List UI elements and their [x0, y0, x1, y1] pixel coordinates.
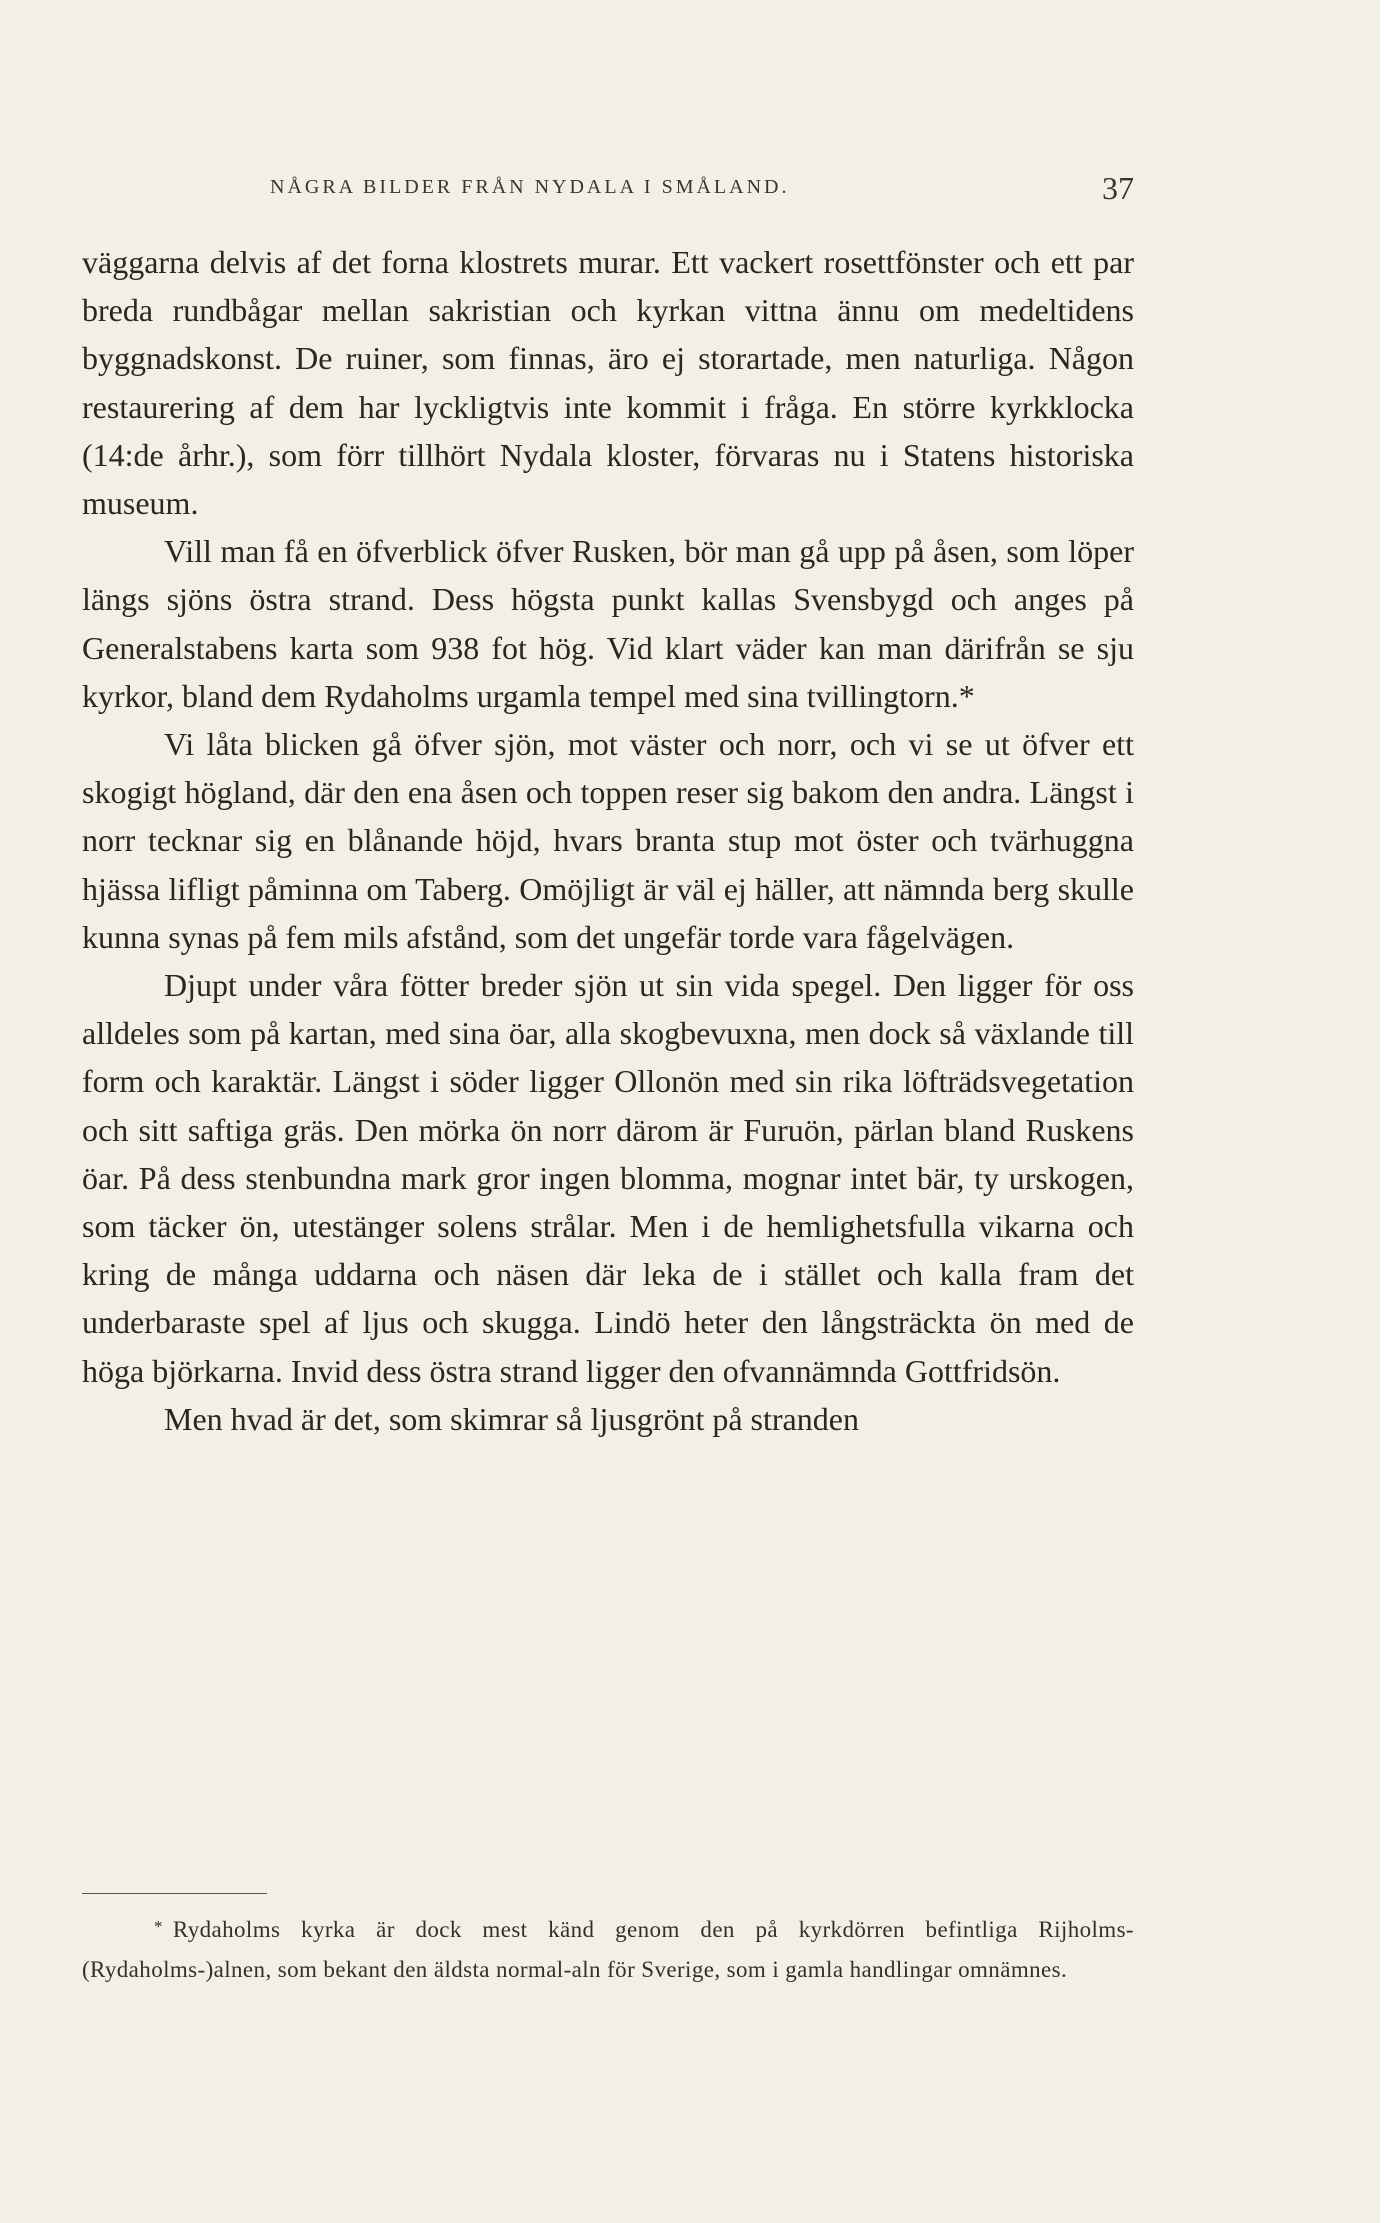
paragraph: Vill man få en öfverblick öfver Rusken, bör man gå upp på åsen, som löper längs sjöns östra strand. Dess högsta punkt kallas Svensbygd och anges på Generalstabens karta som 938 fot hög. Vid klart väder kan man därifrån se sju kyrkor, bland dem Rydaholms urgamla tempel med sina tvillingtorn.* [82, 533, 1134, 714]
paragraph: väggarna delvis af det forna klostrets murar. Ett vackert rosettfönster och ett par breda rundbågar mellan sakristian och kyrkan vittna ännu om medeltidens byggnadskonst. De ruiner, som finnas, äro ej storartade, men naturliga. Någon restaurering af dem har lyckligtvis inte kommit i fråga. En större kyrkklocka (14:de århr.), som förr tillhört Nydala kloster, förvaras nu i Statens historiska museum. [82, 244, 1134, 522]
footnote-text: Rydaholms kyrka är dock mest känd genom den på kyrkdörren befintliga Rijholms- (Rydaholms-)alnen, som bekant den äldsta normal-aln för Sverige, som i gamla handlingar omnämnes. [82, 1917, 1134, 1982]
paragraph: Vi låta blicken gå öfver sjön, mot väster och norr, och vi se ut öfver ett skogigt högland, där den ena åsen och toppen reser sig bakom den andra. Längst i norr tecknar sig en blånande höjd, hvars branta stup mot öster och tvärhuggna hjässa lifligt påminna om Taberg. Omöjligt är väl ej häller, att nämnda berg skulle kunna synas på fem mils afstånd, som det ungefär torde vara fågelvägen. [82, 726, 1134, 955]
paragraph: Men hvad är det, som skimrar så ljusgrönt på stranden [164, 1400, 859, 1437]
page-number: 37 [1102, 170, 1134, 206]
footnote-divider [82, 1893, 267, 1894]
running-head: NÅGRA BILDER FRÅN NYDALA I SMÅLAND. [270, 176, 790, 198]
paragraph: Djupt under våra fötter breder sjön ut sin vida spegel. Den ligger för oss alldeles som på kartan, med sina öar, alla skogbevuxna, men dock så växlande till form och karaktär. Längst i söder ligger Ollonön med sin rika löfträdsvegetation och sitt saftiga gräs. Den mörka ön norr därom är Furuön, pärlan bland Ruskens öar. På dess stenbundna mark gror ingen blomma, mognar intet bär, ty urskogen, som täcker ön, utestänger solens strålar. Men i de hemlighetsfulla vikarna och kring de många uddarna och näsen där leka de i stället och kalla fram det underbaraste spel af ljus och skugga. Lindö heter den långsträckta ön med de höga björkarna. Invid dess östra strand ligger den ofvannämnda Gottfridsön. [82, 967, 1134, 1389]
footnote-marker: * [154, 1917, 163, 1936]
footnote [82, 1907, 1134, 1990]
body-text [82, 238, 1134, 1443]
scan-margin [1380, 0, 1400, 2223]
page-header [82, 170, 1134, 214]
